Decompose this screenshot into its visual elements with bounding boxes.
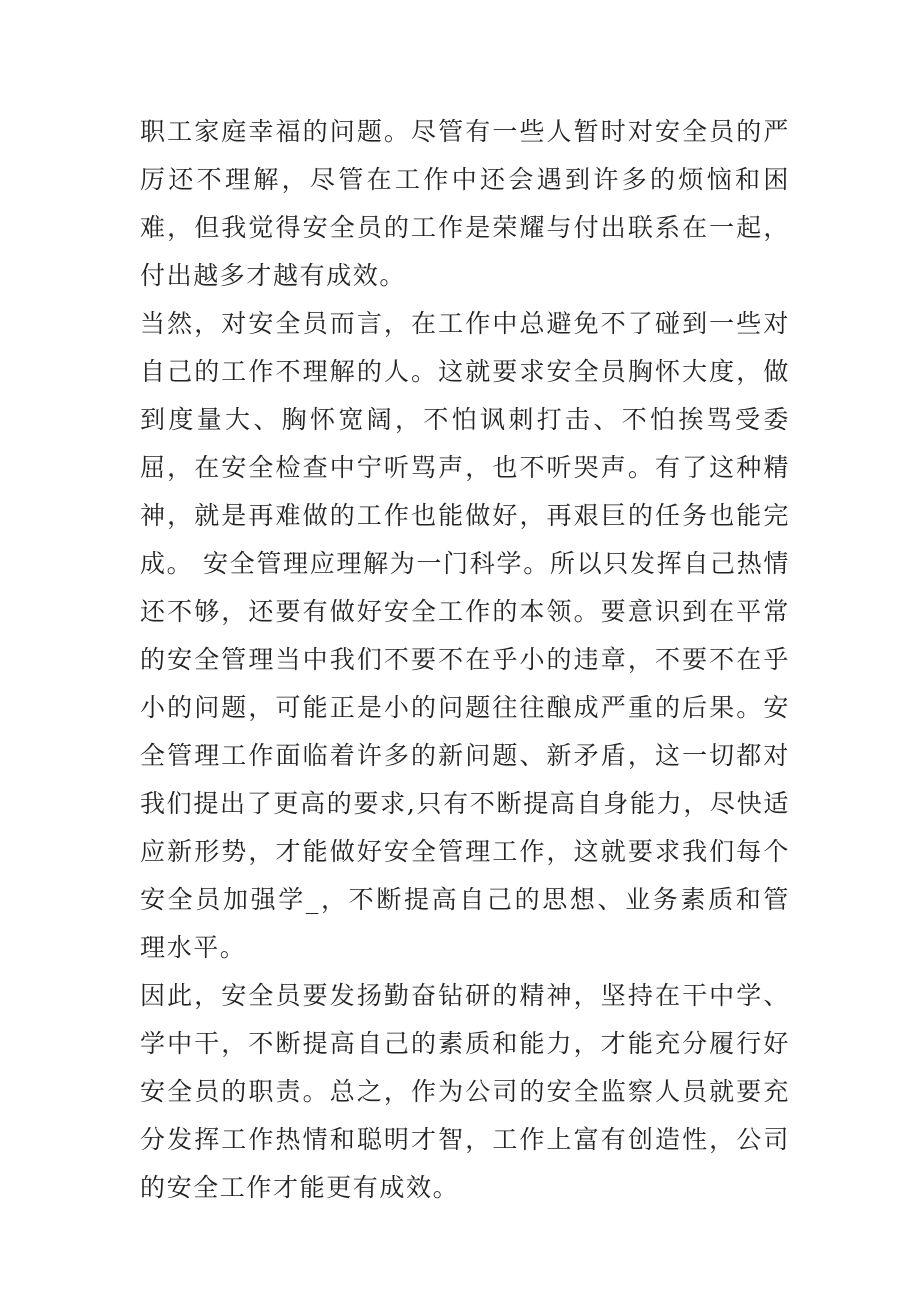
paragraph-1: 职工家庭幸福的问题。尽管有一些人暂时对安全员的严厉还不理解，尽管在工作中还会遇到许多的烦恼和困难，但我觉得安全员的工作是荣耀与付出联系在一起，付出越多才越有成效。 (140, 117, 790, 290)
paragraph-3: 因此，安全员要发扬勤奋钻研的精神，坚持在干中学、学中干，不断提高自己的素质和能力，才能充分履行好安全员的职责。总之，作为公司的安全监察人员就要充分发挥工作热情和聪明才智，工作上富有创造性，公司的安全工作才能更有成效。 (140, 981, 790, 1202)
document-body (140, 108, 790, 1212)
paragraph-2: 当然，对安全员而言，在工作中总避免不了碰到一些对自己的工作不理解的人。这就要求安全员胸怀大度，做到度量大、胸怀宽阔，不怕讽刺打击、不怕挨骂受委屈，在安全检查中宁听骂声，也不听哭声。有了这种精神，就是再难做的工作也能做好，再艰巨的任务也能完成。 安全管理应理解为一门科学。所以只发挥自己热情还不够，还要有做好安全工作的本领。要意识到在平常的安全管理当中我们不要不在乎小的违章，不要不在乎小的问题，可能正是小的问题往往酿成严重的后果。安全管理工作面临着许多的新问题、新矛盾，这一切都对我们提出了更高的要求,只有不断提高自身能力，尽快适应新形势，才能做好安全管理工作，这就要求我们每个安全员加强学_，不断提高自己的思想、业务素质和管理水平。 (140, 309, 790, 962)
